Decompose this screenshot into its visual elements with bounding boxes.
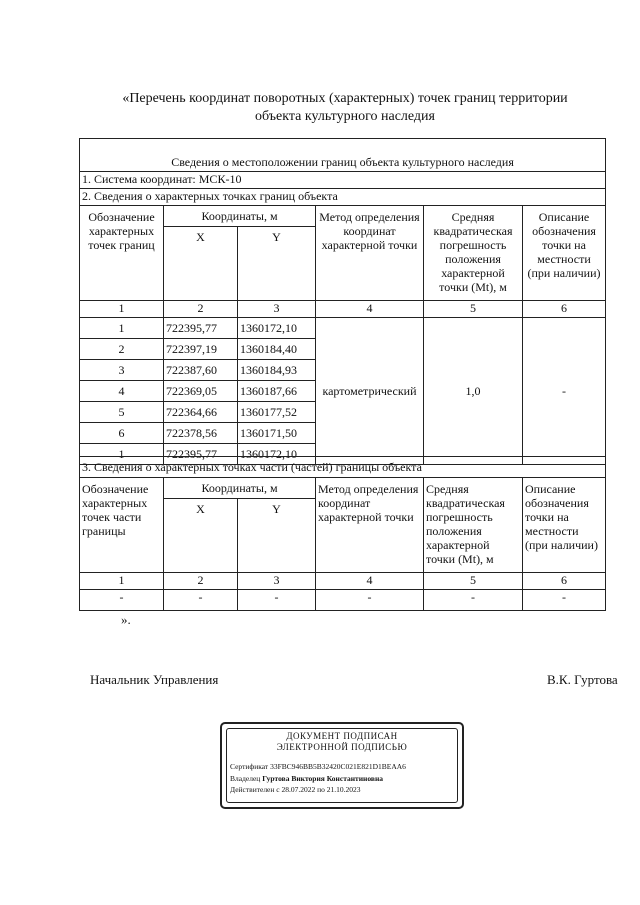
stamp-owner-label: Владелец [230, 774, 261, 783]
empty-cell: - [523, 590, 606, 611]
col-coords-header: Координаты, м [164, 205, 316, 226]
description-value: - [523, 317, 606, 464]
coord-y: 1360177,52 [238, 401, 316, 422]
coord-x: 722387,60 [164, 359, 238, 380]
document-title [100, 90, 590, 126]
coord-y: 1360184,40 [238, 338, 316, 359]
col-number: 1 [80, 573, 164, 590]
coord-y: 1360172,10 [238, 317, 316, 338]
signatory-position: Начальник Управления [90, 672, 219, 687]
coord-x: 722378,56 [164, 422, 238, 443]
point-id: 3 [80, 359, 164, 380]
boundary-points-table [79, 138, 606, 465]
table-row [80, 317, 606, 338]
col-error-header: Средняя квадратическая погрешность положения характерной точки (Mt), м [424, 478, 523, 573]
col-number: 3 [238, 300, 316, 317]
point-id: 2 [80, 338, 164, 359]
empty-cell: - [80, 590, 164, 611]
empty-cell: - [164, 590, 238, 611]
part-boundary-points-table [79, 456, 606, 611]
coordinate-system: 1. Система координат: МСК-10 [80, 171, 606, 188]
empty-cell: - [238, 590, 316, 611]
col-desc-header: Описание обозначения точки на местности (при наличии) [523, 205, 606, 300]
section-2-heading: 2. Сведения о характерных точках границ объекта [80, 188, 606, 205]
col-number: 2 [164, 573, 238, 590]
col-error-header: Средняя квадратическая погрешность положения характерной точки (Mt), м [424, 205, 523, 300]
col-number: 5 [424, 300, 523, 317]
section-3-heading: 3. Сведения о характерных точках части (частей) границы объекта [80, 457, 606, 478]
col-number: 6 [523, 300, 606, 317]
col-number: 2 [164, 300, 238, 317]
signatory-name: В.К. Гуртова [547, 672, 618, 687]
col-y-header: Y [238, 226, 316, 300]
col-number: 5 [424, 573, 523, 590]
error-value: 1,0 [424, 317, 523, 464]
coord-x: 722364,66 [164, 401, 238, 422]
coord-y: 1360171,50 [238, 422, 316, 443]
coord-x: 722397,19 [164, 338, 238, 359]
stamp-valid-to: 21.10.2023 [326, 785, 361, 794]
col-number: 1 [80, 300, 164, 317]
col-point-header: Обозначение характерных точек части границы [80, 478, 164, 573]
closing-quote: ». [121, 612, 131, 627]
coord-x: 722395,77 [164, 317, 238, 338]
col-y-header: Y [238, 499, 316, 573]
col-coords-header: Координаты, м [164, 478, 316, 499]
point-id: 5 [80, 401, 164, 422]
col-x-header: X [164, 226, 238, 300]
coord-y: 1360184,93 [238, 359, 316, 380]
stamp-validity [230, 785, 361, 794]
col-desc-header: Описание обозначения точки на местности (при наличии) [523, 478, 606, 573]
point-id: 1 [80, 443, 164, 464]
stamp-certificate [230, 762, 406, 771]
title-line-1: «Перечень координат поворотных (характерных) точек границ территории [122, 91, 568, 106]
stamp-valid-to-label: по [317, 785, 325, 794]
col-number: 6 [523, 573, 606, 590]
point-id: 1 [80, 317, 164, 338]
method-value: картометрический [316, 317, 424, 464]
table-row [80, 590, 606, 611]
col-number: 3 [238, 573, 316, 590]
electronic-signature-stamp [220, 722, 464, 809]
empty-cell: - [424, 590, 523, 611]
stamp-owner-value: Гуртова Виктория Константиновна [262, 774, 384, 783]
stamp-valid-label: Действителен с [230, 785, 280, 794]
stamp-valid-from: 28.07.2022 [281, 785, 316, 794]
coord-y: 1360187,66 [238, 380, 316, 401]
coord-x: 722395,77 [164, 443, 238, 464]
table-heading: Сведения о местоположении границ объекта культурного наследия [80, 155, 606, 172]
col-method-header: Метод определения координат характерной точки [316, 478, 424, 573]
stamp-cert-label: Сертификат [230, 762, 269, 771]
stamp-cert-value: 33FBC946BB5B32420C021E821D1BEAA6 [270, 762, 406, 771]
col-number: 4 [316, 300, 424, 317]
col-number: 4 [316, 573, 424, 590]
col-method-header: Метод определения координат характерной точки [316, 205, 424, 300]
col-x-header: X [164, 499, 238, 573]
stamp-heading-2: ЭЛЕКТРОННОЙ ПОДПИСЬЮ [276, 742, 408, 752]
stamp-owner [230, 774, 383, 783]
empty-cell: - [316, 590, 424, 611]
point-id: 4 [80, 380, 164, 401]
point-id: 6 [80, 422, 164, 443]
title-line-2: объекта культурного наследия [255, 109, 435, 124]
stamp-heading-1: ДОКУМЕНТ ПОДПИСАН [286, 731, 398, 741]
coord-y: 1360172,10 [238, 443, 316, 464]
coord-x: 722369,05 [164, 380, 238, 401]
col-point-header: Обозначение характерных точек границ [80, 205, 164, 300]
